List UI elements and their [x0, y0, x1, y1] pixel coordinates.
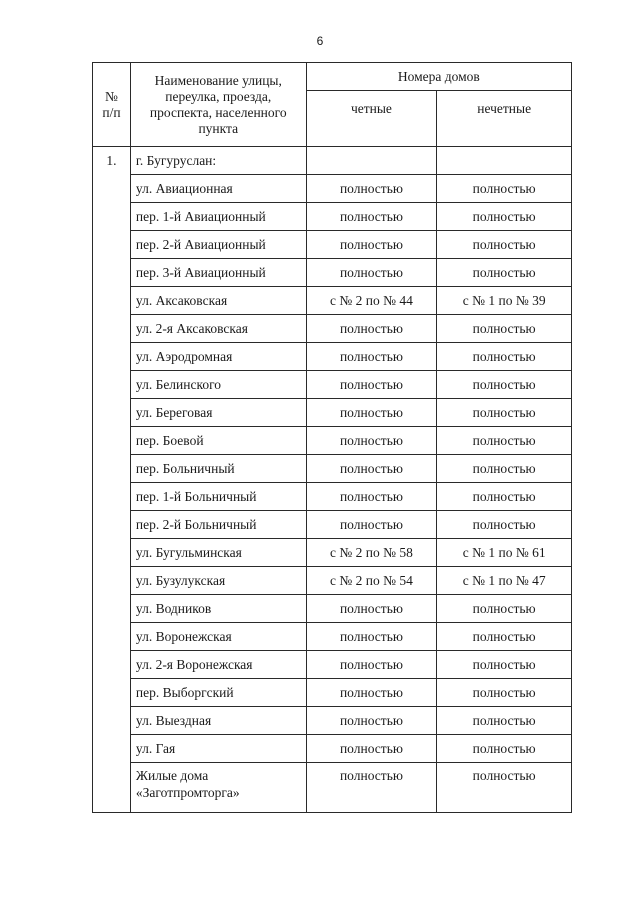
even-numbers: с № 2 по № 54	[306, 567, 437, 595]
street-name: пер. 2-й Больничный	[130, 511, 306, 539]
street-name: ул. Бугульминская	[130, 539, 306, 567]
even-numbers: полностью	[306, 651, 437, 679]
street-name: пер. 2-й Авиационный	[130, 231, 306, 259]
street-name: пер. 3-й Авиационный	[130, 259, 306, 287]
street-name: ул. Выездная	[130, 707, 306, 735]
odd-numbers: полностью	[437, 175, 572, 203]
table-row	[93, 595, 572, 623]
odd-numbers: полностью	[437, 763, 572, 813]
odd-numbers: полностью	[437, 427, 572, 455]
street-name: ул. Белинского	[130, 371, 306, 399]
even-numbers: полностью	[306, 343, 437, 371]
page-number: 6	[316, 34, 324, 48]
table-row	[93, 483, 572, 511]
table-row	[93, 511, 572, 539]
even-numbers: полностью	[306, 511, 437, 539]
odd-numbers: полностью	[437, 399, 572, 427]
odd-numbers: полностью	[437, 511, 572, 539]
even-numbers: полностью	[306, 259, 437, 287]
odd-numbers: полностью	[437, 651, 572, 679]
even-numbers: полностью	[306, 455, 437, 483]
even-numbers: полностью	[306, 427, 437, 455]
even-numbers: полностью	[306, 399, 437, 427]
even-numbers: с № 2 по № 58	[306, 539, 437, 567]
table-row	[93, 399, 572, 427]
table-row	[93, 623, 572, 651]
odd-numbers: полностью	[437, 231, 572, 259]
odd-numbers: с № 1 по № 47	[437, 567, 572, 595]
even-numbers: полностью	[306, 203, 437, 231]
odd-numbers: полностью	[437, 343, 572, 371]
table-row	[93, 371, 572, 399]
street-name: ул. 2-я Аксаковская	[130, 315, 306, 343]
header-num: № п/п	[93, 63, 131, 147]
odd-numbers: с № 1 по № 61	[437, 539, 572, 567]
table-row	[93, 203, 572, 231]
group-row	[93, 147, 572, 175]
header-even: четные	[306, 91, 437, 147]
even-numbers: полностью	[306, 735, 437, 763]
even-numbers: полностью	[306, 315, 437, 343]
odd-numbers: полностью	[437, 483, 572, 511]
table-row	[93, 231, 572, 259]
table-row	[93, 539, 572, 567]
even-numbers: полностью	[306, 763, 437, 813]
table-row	[93, 287, 572, 315]
header-house-numbers: Номера домов	[306, 63, 571, 91]
street-name: пер. 1-й Авиационный	[130, 203, 306, 231]
street-name	[130, 763, 306, 813]
odd-numbers: полностью	[437, 707, 572, 735]
odd-numbers: полностью	[437, 455, 572, 483]
table-row	[93, 735, 572, 763]
streets-table	[92, 62, 572, 813]
table-row	[93, 343, 572, 371]
header-odd: нечетные	[437, 91, 572, 147]
even-numbers: с № 2 по № 44	[306, 287, 437, 315]
group-name: г. Бугуруслан:	[130, 147, 306, 175]
street-name: пер. Больничный	[130, 455, 306, 483]
street-name: пер. 1-й Больничный	[130, 483, 306, 511]
table-row	[93, 567, 572, 595]
odd-numbers: полностью	[437, 259, 572, 287]
street-name: ул. Береговая	[130, 399, 306, 427]
table-row	[93, 707, 572, 735]
street-name: ул. Аэродромная	[130, 343, 306, 371]
street-name: ул. Авиационная	[130, 175, 306, 203]
table-row	[93, 651, 572, 679]
even-numbers: полностью	[306, 707, 437, 735]
street-name: ул. Аксаковская	[130, 287, 306, 315]
street-name-line2: «Заготпромторга»	[135, 785, 240, 800]
street-name: ул. Водников	[130, 595, 306, 623]
table-row	[93, 427, 572, 455]
odd-numbers: полностью	[437, 595, 572, 623]
table-row	[93, 679, 572, 707]
even-numbers: полностью	[306, 623, 437, 651]
table-row	[93, 259, 572, 287]
odd-numbers: с № 1 по № 39	[437, 287, 572, 315]
header-street-name: Наименование улицы, переулка, проезда, проспекта, населенного пункта	[130, 63, 306, 147]
table-row	[93, 175, 572, 203]
street-name: ул. Воронежская	[130, 623, 306, 651]
odd-numbers: полностью	[437, 735, 572, 763]
table-row	[93, 455, 572, 483]
even-numbers: полностью	[306, 231, 437, 259]
street-name: ул. Гая	[130, 735, 306, 763]
odd-numbers: полностью	[437, 371, 572, 399]
even-numbers: полностью	[306, 679, 437, 707]
even-numbers: полностью	[306, 371, 437, 399]
table-row	[93, 763, 572, 813]
even-numbers: полностью	[306, 483, 437, 511]
even-numbers: полностью	[306, 175, 437, 203]
group-number: 1.	[93, 147, 131, 813]
odd-numbers: полностью	[437, 623, 572, 651]
street-name: пер. Выборгский	[130, 679, 306, 707]
even-numbers: полностью	[306, 595, 437, 623]
odd-numbers: полностью	[437, 203, 572, 231]
street-name-line1: Жилые дома	[135, 768, 209, 783]
street-name: ул. 2-я Воронежская	[130, 651, 306, 679]
street-name: пер. Боевой	[130, 427, 306, 455]
table-row	[93, 315, 572, 343]
odd-numbers: полностью	[437, 679, 572, 707]
street-name: ул. Бузулукская	[130, 567, 306, 595]
odd-numbers: полностью	[437, 315, 572, 343]
